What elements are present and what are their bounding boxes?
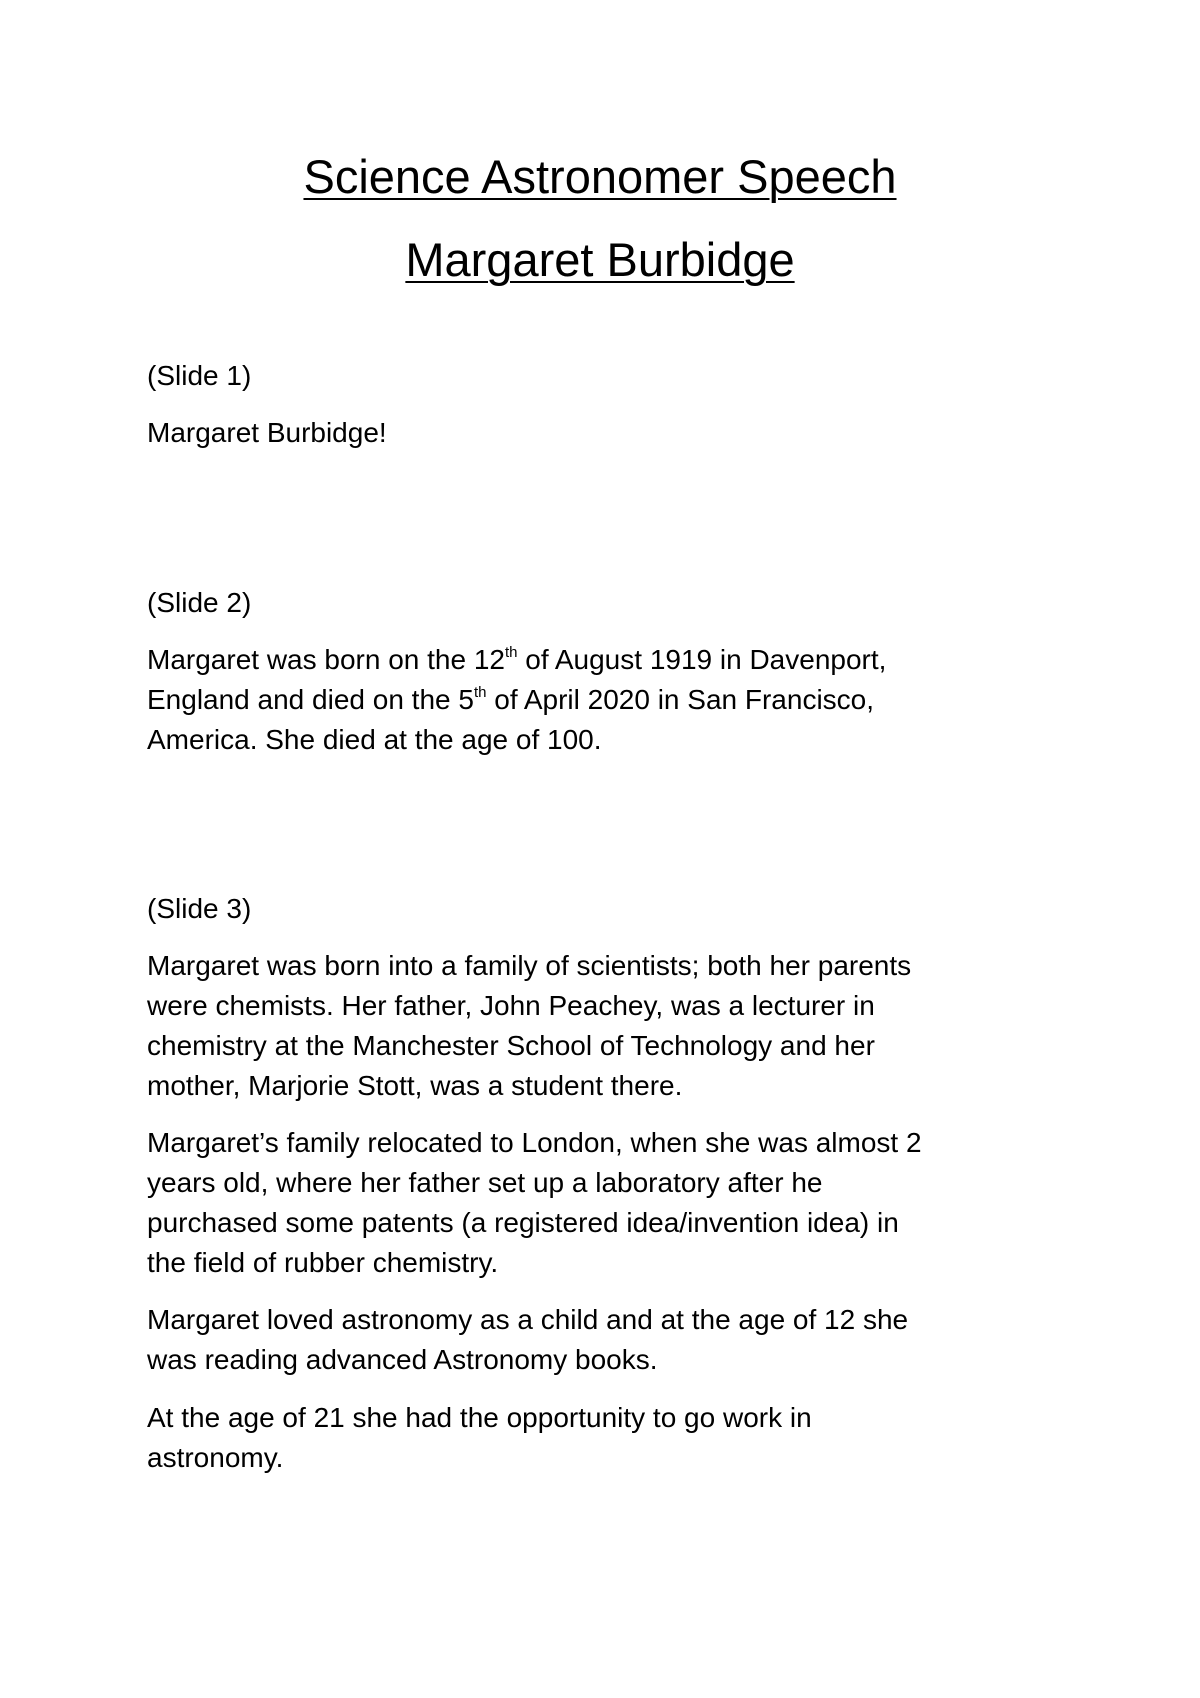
ordinal-suffix: th	[473, 683, 487, 701]
slide3-paragraph-1: Margaret was born into a family of scientists; both her parents were chemists. Her father, John Peachey, was a lecturer in chemistry at the Manchester School of Technology and her mother, Marjorie Stott, was a student there.	[147, 950, 912, 1101]
slide2-paragraph	[147, 640, 1077, 760]
slide1-text: Margaret Burbidge!	[147, 417, 387, 448]
slide2-line-1: Margaret was born on the 12th of August 1919 in Davenport,	[147, 643, 887, 675]
slide2-line-3: America. She died at the age of 100.	[147, 724, 602, 755]
slide3-paragraph-3: Margaret loved astronomy as a child and at the age of 12 she was reading advanced Astronomy books.	[147, 1304, 909, 1375]
document-subtitle: Margaret Burbidge	[405, 233, 795, 286]
slide2-heading: (Slide 2)	[147, 587, 252, 618]
slide2-line-2: England and died on the 5th of April 2020 in San Francisco,	[147, 683, 875, 715]
slide3-paragraph-4: At the age of 21 she had the opportunity to go work in astronomy.	[147, 1402, 812, 1473]
ordinal-suffix: th	[504, 643, 518, 661]
slide1-heading: (Slide 1)	[147, 360, 252, 391]
document-title: Science Astronomer Speech	[303, 150, 897, 203]
slide3-paragraph-2: Margaret’s family relocated to London, when she was almost 2 years old, where her father set up a laboratory after he purchased some patents (a registered idea/invention idea) in the field of rubber chemistry.	[147, 1127, 922, 1278]
slide3-heading: (Slide 3)	[147, 893, 252, 924]
